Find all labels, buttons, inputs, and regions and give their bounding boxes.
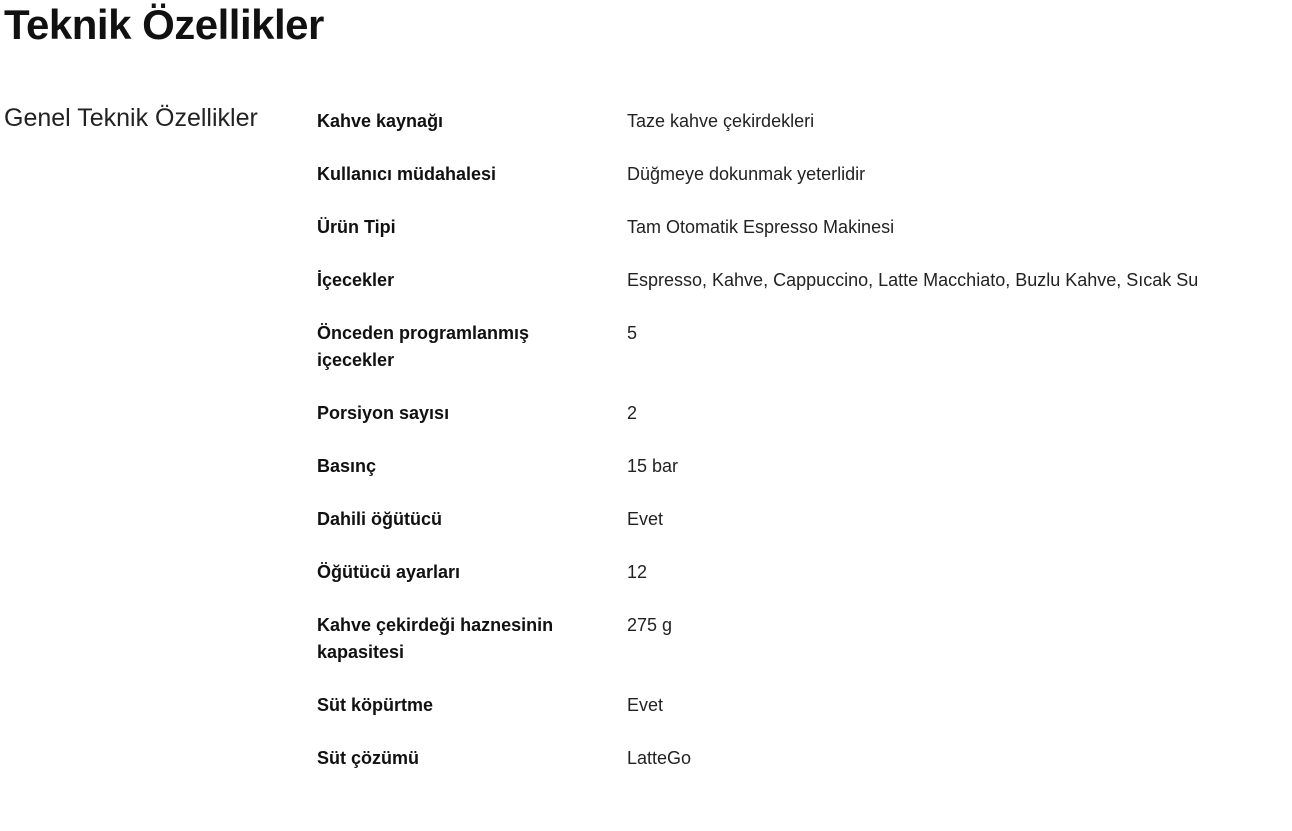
spec-label: Kahve kaynağı bbox=[317, 111, 444, 131]
spec-label: Kahve çekirdeği haznesinin kapasitesi bbox=[317, 615, 554, 662]
spec-row-bean-container-capacity bbox=[317, 612, 1207, 666]
spec-label: Dahili öğütücü bbox=[317, 509, 442, 529]
spec-value: Evet bbox=[627, 509, 664, 529]
spec-list bbox=[317, 108, 1207, 798]
spec-value: Evet bbox=[627, 695, 664, 715]
spec-row-milk-frothing bbox=[317, 692, 1207, 719]
spec-label: Kullanıcı müdahalesi bbox=[317, 164, 497, 184]
spec-row-built-in-grinder bbox=[317, 506, 1207, 533]
spec-value: 2 bbox=[627, 403, 638, 423]
page-title: Teknik Özellikler bbox=[4, 1, 324, 48]
spec-value: Espresso, Kahve, Cappuccino, Latte Macchiato, Buzlu Kahve, Sıcak Su bbox=[627, 270, 1199, 290]
spec-row-coffee-source bbox=[317, 108, 1207, 135]
spec-value: LatteGo bbox=[627, 748, 692, 768]
spec-row-milk-solution bbox=[317, 745, 1207, 772]
spec-row-beverages bbox=[317, 267, 1207, 294]
spec-value: 12 bbox=[627, 562, 648, 582]
spec-label: Porsiyon sayısı bbox=[317, 403, 450, 423]
spec-row-portion-count bbox=[317, 400, 1207, 427]
spec-value: Tam Otomatik Espresso Makinesi bbox=[627, 217, 895, 237]
spec-row-product-type bbox=[317, 214, 1207, 241]
spec-label: Öğütücü ayarları bbox=[317, 562, 461, 582]
spec-value: 275 g bbox=[627, 615, 673, 635]
spec-value: Düğmeye dokunmak yeterlidir bbox=[627, 164, 866, 184]
spec-value: Taze kahve çekirdekleri bbox=[627, 111, 815, 131]
spec-row-user-interaction bbox=[317, 161, 1207, 188]
spec-row-grinder-settings bbox=[317, 559, 1207, 586]
spec-value: 5 bbox=[627, 323, 638, 343]
spec-label: Süt köpürtme bbox=[317, 695, 434, 715]
spec-label: Ürün Tipi bbox=[317, 217, 396, 237]
section-title: Genel Teknik Özellikler bbox=[4, 104, 258, 132]
spec-label: Basınç bbox=[317, 456, 377, 476]
spec-label: İçecekler bbox=[317, 270, 395, 290]
spec-label: Önceden programlanmış içecekler bbox=[317, 323, 530, 370]
spec-row-preprogrammed-beverages bbox=[317, 320, 1207, 374]
spec-label: Süt çözümü bbox=[317, 748, 419, 768]
spec-row-pressure bbox=[317, 453, 1207, 480]
spec-value: 15 bar bbox=[627, 456, 679, 476]
